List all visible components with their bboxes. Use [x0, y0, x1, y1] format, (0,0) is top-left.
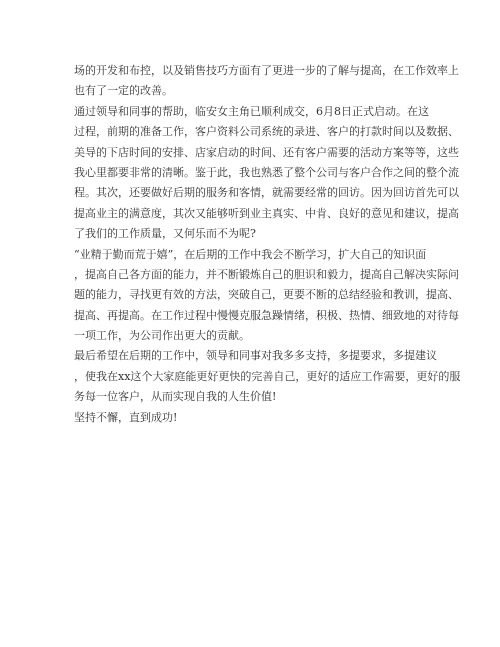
text-line: 场的开发和布控，以及销售技巧方面有了更进一步的了解与提高，在工作效率上 [74, 64, 459, 77]
text-line: 一项工作，为公司作出更大的贡献。 [74, 329, 250, 343]
text-line: 我心里都要非常的清晰。鉴于此，我也熟悉了整个公司与客户合作之间的整个流 [74, 165, 459, 179]
text-line: 提高业主的满意度，其次又能够听到业主真实、中肯、良好的意见和建议，提高 [74, 206, 459, 220]
text-line: “业精于勤而荒于嬉”，在后期的工作中我会不断学习，扩大自己的知识面 [74, 247, 427, 261]
text-line: 通过领导和同事的帮助，临安女主角已顺利成交，6月8日正式启动。在这 [74, 104, 429, 118]
text-line: ，使我在xx这个大家庭能更好更快的完善自己，更好的适应工作需要，更好的服 [74, 369, 461, 383]
document-body [74, 61, 461, 428]
text-line: ，提高自己各方面的能力，并不断锻炼自己的胆识和毅力，提高自己解决实际问 [74, 267, 459, 281]
text-line: 务每一位客户，从而实现自我的人生价值! [74, 390, 277, 404]
text-line: 坚持不懈，直到成功! [74, 410, 178, 424]
text-line: 美导的下店时间的安排、店家启动的时间、还有客户需要的活动方案等等，这些 [74, 145, 459, 159]
text-line: 也有了一定的改善。 [74, 84, 173, 98]
text-line: 题的能力，寻找更有效的方法，突破自己，更要不断的总结经验和教训，提高、 [74, 288, 459, 302]
text-line: 过程，前期的准备工作，客户资料公司系统的录进、客户的打款时间以及数据、 [74, 125, 459, 139]
text-line: 了我们的工作质量，又何乐而不为呢? [74, 227, 256, 241]
text-line: 提高、再提高。在工作过程中慢慢克服急躁情绪，积极、热情、细致地的对待每 [74, 308, 459, 322]
text-line: 最后希望在后期的工作中，领导和同事对我多多支持，多提要求，多提建议 [74, 349, 437, 363]
text-line: 程。其次，还要做好后期的服务和客情，就需要经常的回访。因为回访首先可以 [74, 186, 459, 200]
